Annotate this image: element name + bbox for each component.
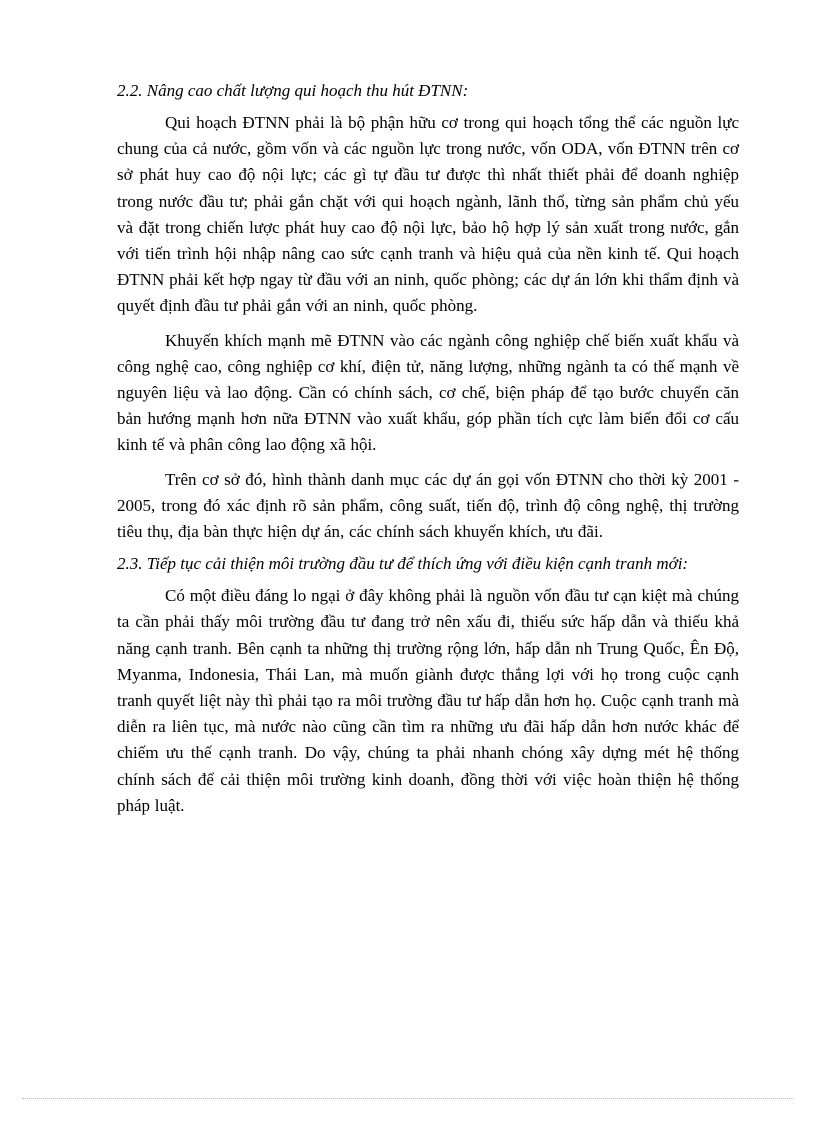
section-heading-2-3: 2.3. Tiếp tục cải thiện môi trường đầu tư để thích ứng với điều kiện cạnh tranh mới: <box>117 554 689 574</box>
section-heading-2-2: 2.2. Nâng cao chất lượng qui hoạch thu hút ĐTNN: <box>117 81 469 100</box>
paragraph: Có một điều đáng lo ngại ở đây không phải là nguồn vốn đầu tư cạn kiệt mà chúng ta cần phải thấy môi trường đầu tư đang trở nên xấu đi, thiếu sức hấp dẫn và thiếu khả năng cạnh tranh. Bên cạnh ta những thị trường rộng lớn, hấp dẫn nh Trung Quốc, Ên Độ, Myanma, Indonesia, Thái Lan, mà muốn giành được thắng lợi với họ trong cuộc cạnh tranh quyết liệt này thì phải tạo ra môi trường đầu tư hấp dẫn hơn họ. Cuộc cạnh tranh mà diễn ra liên tục, mà nước nào cũng cần tìm ra những ưu đãi hấp dẫn hơn nước khác để chiếm ưu thế cạnh tranh. Do vậy, chúng ta phải nhanh chóng xây dựng mét hệ thống chính sách để cải thiện môi trường kinh doanh, đồng thời với việc hoàn thiện hệ thống pháp luật. <box>117 586 739 815</box>
paragraph: Khuyến khích mạnh mẽ ĐTNN vào các ngành công nghiệp chế biến xuất khẩu và công nghệ cao, công nghiệp cơ khí, điện tử, năng lượng, những ngành ta có thế mạnh về nguyên liệu và lao động. Cần có chính sách, cơ chế, biện pháp để tạo bước chuyển căn bản hướng mạnh hơn nữa ĐTNN vào xuất khẩu, góp phần tích cực làm biến đổi cơ cấu kinh tế và phân công lao động xã hội. <box>117 330 739 455</box>
document-page <box>117 78 739 827</box>
page-bottom-divider <box>22 1098 794 1099</box>
paragraph: Qui hoạch ĐTNN phải là bộ phận hữu cơ trong qui hoạch tổng thể các nguồn lực chung của cả nước, gồm vốn và các nguồn lực trong nước, vốn ODA, vốn ĐTNN trên cơ sở phát huy cao độ nội lực; các gì tự đầu tư được thì nhất thiết phải để doanh nghiệp trong nước đầu tư; phải gắn chặt với qui hoạch ngành, lãnh thổ, từng sản phẩm chủ yếu và đặt trong chiến lược phát huy cao độ nội lực, bảo hộ hợp lý sản xuất trong nước, gắn với tiến trình hội nhập nâng cao sức cạnh tranh và hiệu quả của nền kinh tế. Qui hoạch ĐTNN phải kết hợp ngay từ đầu với an ninh, quốc phòng; các dự án lớn khi thẩm định và quyết định đầu tư phải gắn với an ninh, quốc phòng. <box>117 113 739 316</box>
paragraph: Trên cơ sở đó, hình thành danh mục các dự án gọi vốn ĐTNN cho thời kỳ 2001 - 2005, trong đó xác định rõ sản phẩm, công suất, tiến độ, trình độ công nghệ, thị trường tiêu thụ, địa bàn thực hiện dự án, các chính sách khuyến khích, ưu đãi. <box>117 469 739 542</box>
